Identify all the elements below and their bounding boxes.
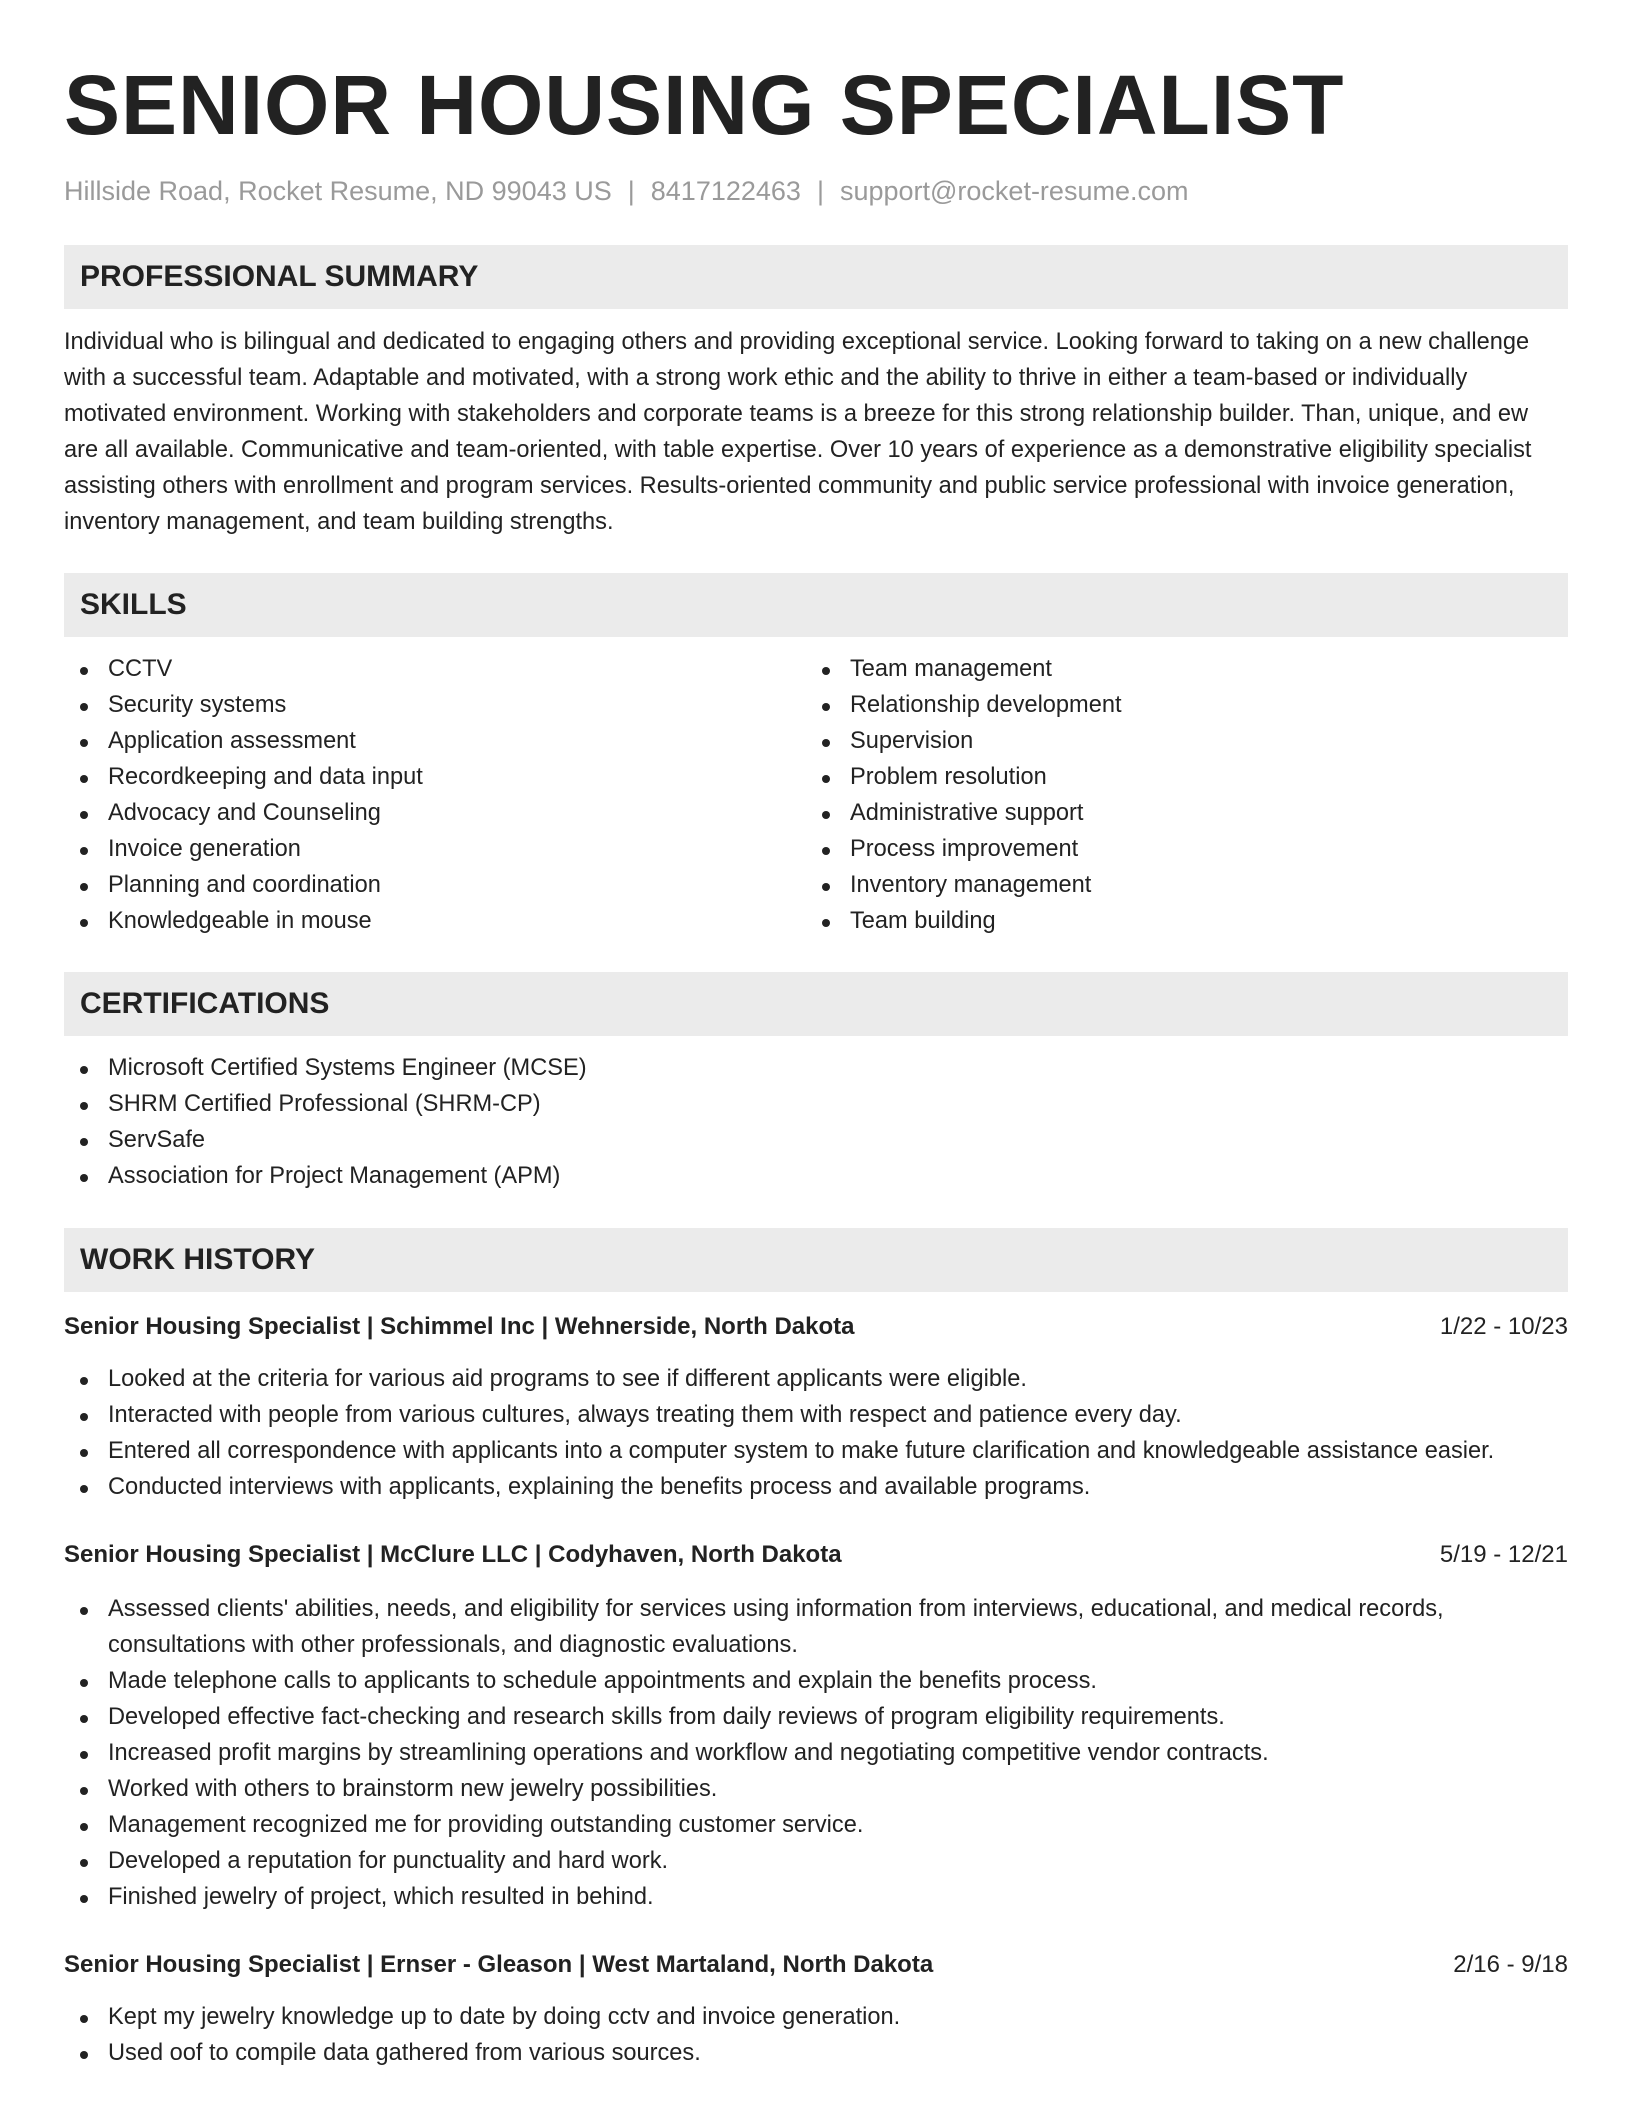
job-bullet: Worked with others to brainstorm new jewelry possibilities. [64, 1771, 1568, 1807]
job-bullet: Management recognized me for providing outstanding customer service. [64, 1807, 1568, 1843]
skills-section-header: SKILLS [64, 573, 1568, 637]
job-bullet: Assessed clients' abilities, needs, and eligibility for services using information from interviews, educational, and medical records, consultations with other professionals, and diagnostic evaluations. [64, 1591, 1568, 1663]
skill-item: Process improvement [806, 831, 1548, 867]
job-dates: 5/19 - 12/21 [1439, 1541, 1568, 1569]
job-bullet: Developed a reputation for punctuality and hard work. [64, 1843, 1568, 1879]
skills-grid [64, 651, 1568, 939]
skill-item: CCTV [64, 651, 806, 687]
skill-item: Planning and coordination [64, 867, 806, 903]
job-header [64, 1309, 1568, 1345]
skills-list-left [64, 651, 806, 939]
job-title: Senior Housing Specialist | McClure LLC | Codyhaven, North Dakota [64, 1541, 842, 1569]
job-header [64, 1947, 1568, 1983]
job-title: Senior Housing Specialist | Schimmel Inc | Wehnerside, North Dakota [64, 1313, 855, 1341]
skill-item: Recordkeeping and data input [64, 759, 806, 795]
skill-item: Relationship development [806, 687, 1548, 723]
job-bullet: Used oof to compile data gathered from various sources. [64, 2035, 1568, 2071]
contact-separator: | [816, 176, 824, 206]
certifications-list [64, 1050, 1568, 1194]
job-header [64, 1537, 1568, 1573]
job-bullet: Made telephone calls to applicants to schedule appointments and explain the benefits process. [64, 1663, 1568, 1699]
job-bullet: Developed effective fact-checking and research skills from daily reviews of program eligibility requirements. [64, 1699, 1568, 1735]
skill-item: Supervision [806, 723, 1548, 759]
job-dates: 2/16 - 9/18 [1453, 1951, 1568, 1979]
skill-item: Application assessment [64, 723, 806, 759]
job-bullet: Kept my jewelry knowledge up to date by doing cctv and invoice generation. [64, 1999, 1568, 2035]
contact-email: support@rocket-resume.com [839, 176, 1189, 206]
certification-item: Association for Project Management (APM) [64, 1158, 1568, 1194]
job-bullets [64, 1361, 1568, 1505]
job-title: Senior Housing Specialist | Ernser - Gleason | West Martaland, North Dakota [64, 1951, 934, 1979]
skill-item: Administrative support [806, 795, 1548, 831]
job-bullet: Conducted interviews with applicants, explaining the benefits process and available programs. [64, 1469, 1568, 1505]
job-bullets [64, 1999, 1568, 2071]
contact-phone: 8417122463 [650, 176, 801, 206]
contact-line [64, 175, 1568, 207]
certifications-section-header: CERTIFICATIONS [64, 972, 1568, 1036]
resume-name: SENIOR HOUSING SPECIALIST [64, 58, 1345, 152]
contact-address: Hillside Road, Rocket Resume, ND 99043 US [64, 176, 612, 206]
summary-text: Individual who is bilingual and dedicated to engaging others and providing exceptional service. Looking forward to taking on a new challenge with a successful team. Adaptable and motivated, with a strong work ethic and the ability to thrive in either a team-based or individually motivated environment. Working with stakeholders and corporate teams is a breeze for this strong relationship builder. Than, unique, and ew are all available. Communicative and team-oriented, with table expertise. Over 10 years of experience as a demonstrative eligibility specialist assisting others with enrollment and program services. Results-oriented community and public service professional with invoice generation, inventory management, and team building strengths. [64, 329, 1532, 536]
skill-item: Knowledgeable in mouse [64, 903, 806, 939]
skill-item: Inventory management [806, 867, 1548, 903]
skill-item: Invoice generation [64, 831, 806, 867]
job-dates: 1/22 - 10/23 [1439, 1313, 1568, 1341]
skills-list-right [806, 651, 1548, 939]
work-history-section-header: WORK HISTORY [64, 1228, 1568, 1292]
certification-item: Microsoft Certified Systems Engineer (MCSE) [64, 1050, 1568, 1086]
certification-item: ServSafe [64, 1122, 1568, 1158]
certification-item: SHRM Certified Professional (SHRM-CP) [64, 1086, 1568, 1122]
contact-separator: | [627, 176, 635, 206]
skill-item: Team management [806, 651, 1548, 687]
skill-item: Team building [806, 903, 1548, 939]
skill-item: Advocacy and Counseling [64, 795, 806, 831]
job-bullets [64, 1591, 1568, 1915]
summary-section-header: PROFESSIONAL SUMMARY [64, 245, 1568, 309]
job-bullet: Increased profit margins by streamlining operations and workflow and negotiating competitive vendor contracts. [64, 1735, 1568, 1771]
job-bullet: Looked at the criteria for various aid programs to see if different applicants were eligible. [64, 1361, 1568, 1397]
skill-item: Problem resolution [806, 759, 1548, 795]
job-bullet: Interacted with people from various cultures, always treating them with respect and patience every day. [64, 1397, 1568, 1433]
job-bullet: Finished jewelry of project, which resulted in behind. [64, 1879, 1568, 1915]
skill-item: Security systems [64, 687, 806, 723]
job-bullet: Entered all correspondence with applicants into a computer system to make future clarification and knowledgeable assistance easier. [64, 1433, 1568, 1469]
